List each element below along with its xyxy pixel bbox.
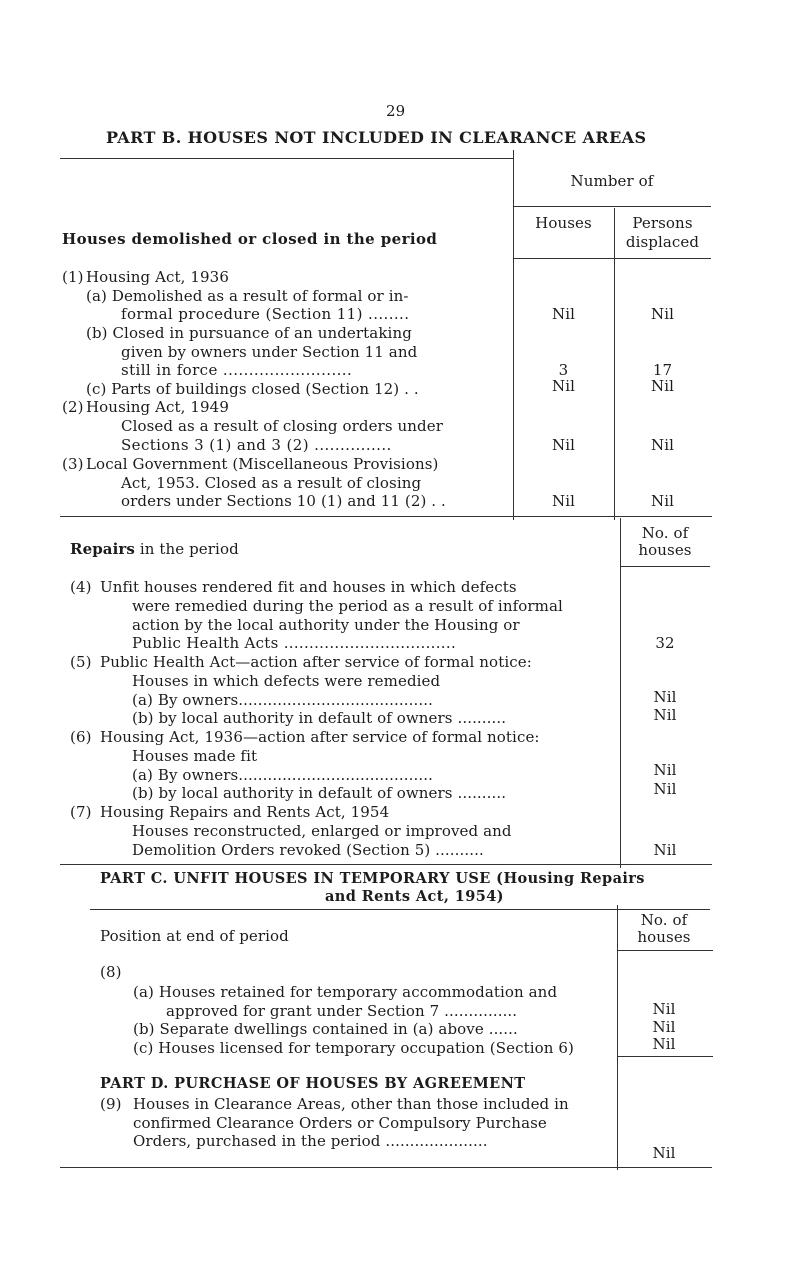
part-c-header-rule: [617, 950, 713, 951]
item-text: (b) Separate dwellings contained in (a) above ......: [133, 1020, 518, 1038]
page-number: 29: [386, 102, 406, 120]
part-b-bottom-rule: [60, 516, 712, 517]
persons-value: Nil: [650, 377, 675, 395]
item-number: (2): [62, 398, 84, 416]
repairs-value: 32: [655, 634, 675, 652]
item-text: (c) Parts of buildings closed (Section 12) . .: [86, 380, 419, 398]
item-number: (4): [70, 578, 92, 596]
houses-value: Nil: [551, 377, 576, 395]
item-text: were remedied during the period as a result of informal: [132, 597, 563, 615]
item-number: (9): [100, 1095, 122, 1113]
repairs-value: Nil: [653, 688, 677, 706]
part-b-title: PART B. HOUSES NOT INCLUDED IN CLEARANCE AREAS: [106, 128, 647, 147]
houses-col-header: Houses: [535, 214, 592, 232]
repairs-heading-bold: Repairs: [70, 540, 135, 558]
part-d-title: PART D. PURCHASE OF HOUSES BY AGREEMENT: [100, 1075, 526, 1092]
part-c-title-1: PART C. UNFIT HOUSES IN TEMPORARY USE (Housing Repairs: [100, 870, 645, 887]
repairs-value: Nil: [653, 780, 677, 798]
repairs-value: Nil: [653, 761, 677, 779]
item-number: (8): [100, 963, 122, 981]
item-number: (5): [70, 653, 92, 671]
part-c-value: Nil: [652, 1000, 676, 1018]
houses-value: 3: [558, 361, 569, 379]
item-text: Closed as a result of closing orders under: [121, 417, 443, 435]
part-b-subheader-rule: [513, 206, 711, 207]
part-c-title-2: and Rents Act, 1954): [325, 888, 504, 905]
item-text: Demolition Orders revoked (Section 5) ..........: [132, 841, 484, 859]
item-text: Houses reconstructed, enlarged or improved and: [132, 822, 512, 840]
repairs-col-header-2: houses: [638, 541, 692, 559]
persons-value: Nil: [650, 492, 675, 510]
persons-col-header-2: displaced: [625, 233, 700, 251]
repairs-value: Nil: [653, 841, 677, 859]
item-number: (7): [70, 803, 92, 821]
persons-value: Nil: [650, 436, 675, 454]
part-b-top-rule: [60, 158, 514, 159]
demolished-heading: Houses demolished or closed in the period: [62, 230, 438, 248]
item-text: (c) Houses licensed for temporary occupation (Section 6): [133, 1039, 574, 1057]
item-text: confirmed Clearance Orders or Compulsory Purchase: [133, 1114, 547, 1132]
item-text: (a) Houses retained for temporary accommodation and: [133, 983, 558, 1001]
item-text: approved for grant under Section 7 ...............: [166, 1002, 518, 1020]
item-text: Housing Repairs and Rents Act, 1954: [100, 803, 390, 821]
houses-value: Nil: [551, 492, 576, 510]
item-text: (a) Demolished as a result of formal or in-: [86, 287, 409, 305]
number-of-header: Number of: [570, 172, 654, 190]
item-text: Houses in Clearance Areas, other than those included in: [133, 1095, 569, 1113]
repairs-col-header-1: No. of: [641, 524, 689, 542]
item-text: (b) by local authority in default of owners ..........: [132, 709, 507, 727]
item-text: Act, 1953. Closed as a result of closing: [121, 474, 422, 492]
houses-value: Nil: [551, 436, 576, 454]
item-text: Public Health Act—action after service of formal notice:: [100, 653, 532, 671]
repairs-heading: [70, 540, 239, 558]
persons-value: Nil: [650, 305, 675, 323]
item-text: Unfit houses rendered fit and houses in which defects: [100, 578, 517, 596]
item-text: Public Health Acts ..................................: [132, 634, 457, 652]
item-text: (a) By owners........................................: [132, 766, 433, 784]
part-d-value: Nil: [652, 1144, 676, 1162]
item-text: (b) by local authority in default of owners ..........: [132, 784, 507, 802]
repairs-value: Nil: [653, 706, 677, 724]
repairs-heading-rest: in the period: [134, 540, 239, 558]
part-c-value: Nil: [652, 1018, 676, 1036]
item-text: (b) Closed in pursuance of an undertaking: [86, 324, 412, 342]
part-c-col-header-1: No. of: [640, 911, 688, 929]
item-text: still in force .........................: [121, 361, 353, 379]
persons-col-header-1: Persons: [632, 214, 693, 232]
part-c-value: Nil: [652, 1035, 676, 1053]
position-heading: Position at end of period: [100, 927, 289, 945]
item-text: Houses made fit: [132, 747, 258, 765]
part-c-col-header-2: houses: [637, 928, 691, 946]
item-text: Houses in which defects were remedied: [132, 672, 441, 690]
item-text: Housing Act, 1949: [86, 398, 229, 416]
item-text: Orders, purchased in the period .....................: [133, 1132, 488, 1150]
item-text: orders under Sections 10 (1) and 11 (2) . .: [121, 492, 446, 510]
item-text: Housing Act, 1936—action after service of formal notice:: [100, 728, 540, 746]
item-text: Sections 3 (1) and 3 (2) ...............: [121, 436, 392, 454]
item-number: (3): [62, 455, 84, 473]
houses-value: Nil: [551, 305, 576, 323]
item-number: (1): [62, 268, 84, 286]
part-c-bottom-rule: [617, 1056, 713, 1057]
item-text: (a) By owners........................................: [132, 691, 433, 709]
item-text: Housing Act, 1936: [86, 268, 229, 286]
item-number: (6): [70, 728, 92, 746]
item-text: Local Government (Miscellaneous Provisions): [86, 455, 439, 473]
item-text: formal procedure (Section 11) ........: [121, 305, 410, 323]
part-b-header-bottom-rule: [513, 258, 711, 259]
persons-value: 17: [652, 361, 673, 379]
item-text: given by owners under Section 11 and: [121, 343, 418, 361]
repairs-bottom-rule: [60, 864, 712, 865]
repairs-header-rule: [620, 566, 710, 567]
item-text: action by the local authority under the Housing or: [132, 616, 520, 634]
part-d-bottom-rule: [60, 1167, 712, 1168]
